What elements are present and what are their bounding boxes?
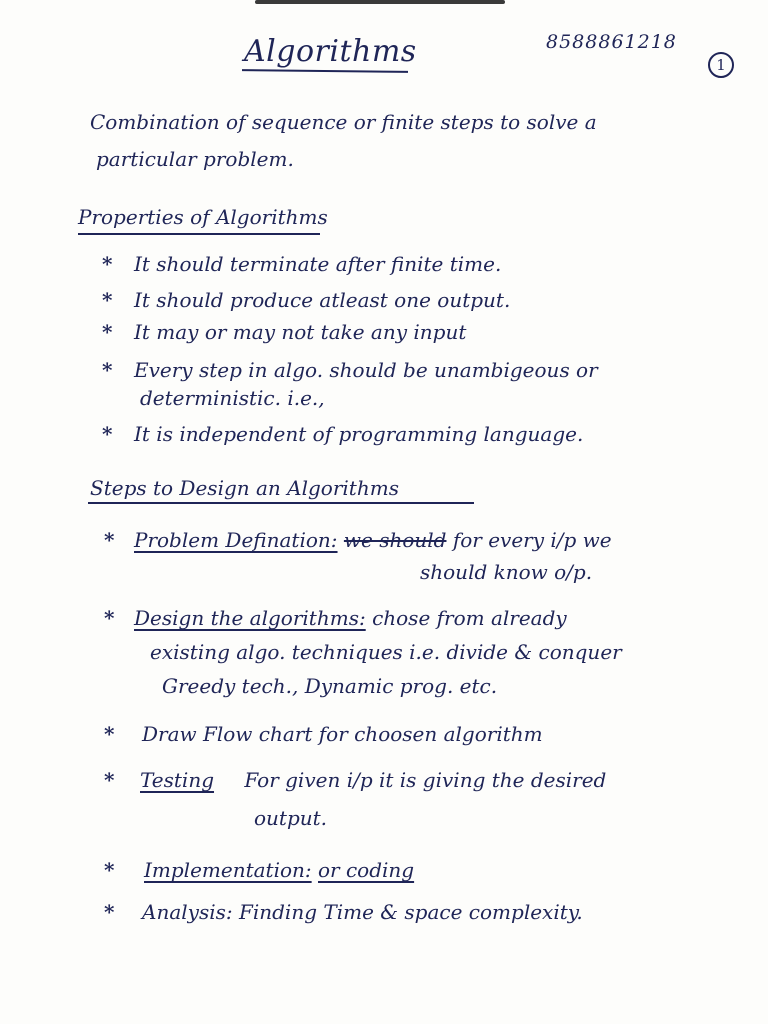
steps-heading-underline: [88, 502, 474, 504]
step-design: [134, 606, 567, 630]
bullet-asterisk: *: [102, 288, 113, 312]
step-implementation: [144, 858, 414, 882]
step-text: for every i/p we: [452, 528, 612, 552]
bullet-asterisk: *: [104, 528, 115, 552]
property-item: It should terminate after finite time.: [134, 252, 502, 276]
step-label: Analysis:: [142, 900, 233, 924]
property-item: Every step in algo. should be unambigeous or: [134, 358, 598, 382]
step-continuation: should know o/p.: [420, 560, 593, 584]
steps-heading: Steps to Design an Algorithms: [90, 476, 399, 500]
page-number-circle: 1: [708, 52, 734, 78]
phone-number: 8588861218: [546, 31, 677, 53]
step-testing: [140, 768, 606, 792]
step-continuation: existing algo. techniques i.e. divide & conquer: [150, 640, 622, 664]
page-title: Algorithms: [244, 34, 417, 69]
property-item: It is independent of programming language.: [134, 422, 584, 446]
step-continuation: Greedy tech., Dynamic prog. etc.: [162, 674, 498, 698]
bullet-asterisk: *: [104, 768, 115, 792]
property-item: It should produce atleast one output.: [134, 288, 511, 312]
definition-line-2: particular problem.: [96, 147, 294, 171]
bullet-asterisk: *: [102, 252, 113, 276]
bullet-asterisk: *: [102, 422, 113, 446]
title-underline: [242, 69, 408, 73]
step-label: Design the algorithms:: [134, 606, 366, 630]
struck-text: we should: [343, 528, 447, 552]
step-label: Problem Defination:: [134, 528, 338, 552]
bullet-asterisk: *: [104, 858, 115, 882]
step-text: Finding Time & space complexity.: [238, 900, 583, 924]
step-text: chose from already: [372, 606, 567, 630]
step-analysis: [142, 900, 583, 924]
properties-heading-underline: [78, 233, 320, 235]
step-problem-definition: [134, 528, 612, 552]
properties-heading: Properties of Algorithms: [78, 205, 328, 229]
step-label: Implementation:: [144, 858, 312, 882]
bullet-asterisk: *: [102, 358, 113, 382]
property-item-continuation: deterministic. i.e.,: [140, 386, 325, 410]
definition-line-1: Combination of sequence or finite steps to solve a: [90, 110, 597, 134]
property-item: It may or may not take any input: [134, 320, 467, 344]
step-text: For given i/p it is giving the desired: [244, 768, 607, 792]
bullet-asterisk: *: [104, 722, 115, 746]
step-continuation: output.: [254, 806, 328, 830]
page-top-edge: [255, 0, 505, 4]
step-label: Testing: [140, 768, 215, 792]
bullet-asterisk: *: [102, 320, 113, 344]
step-flowchart: Draw Flow chart for choosen algorithm: [142, 722, 543, 746]
step-text: or coding: [318, 858, 415, 882]
bullet-asterisk: *: [104, 606, 115, 630]
bullet-asterisk: *: [104, 900, 115, 924]
